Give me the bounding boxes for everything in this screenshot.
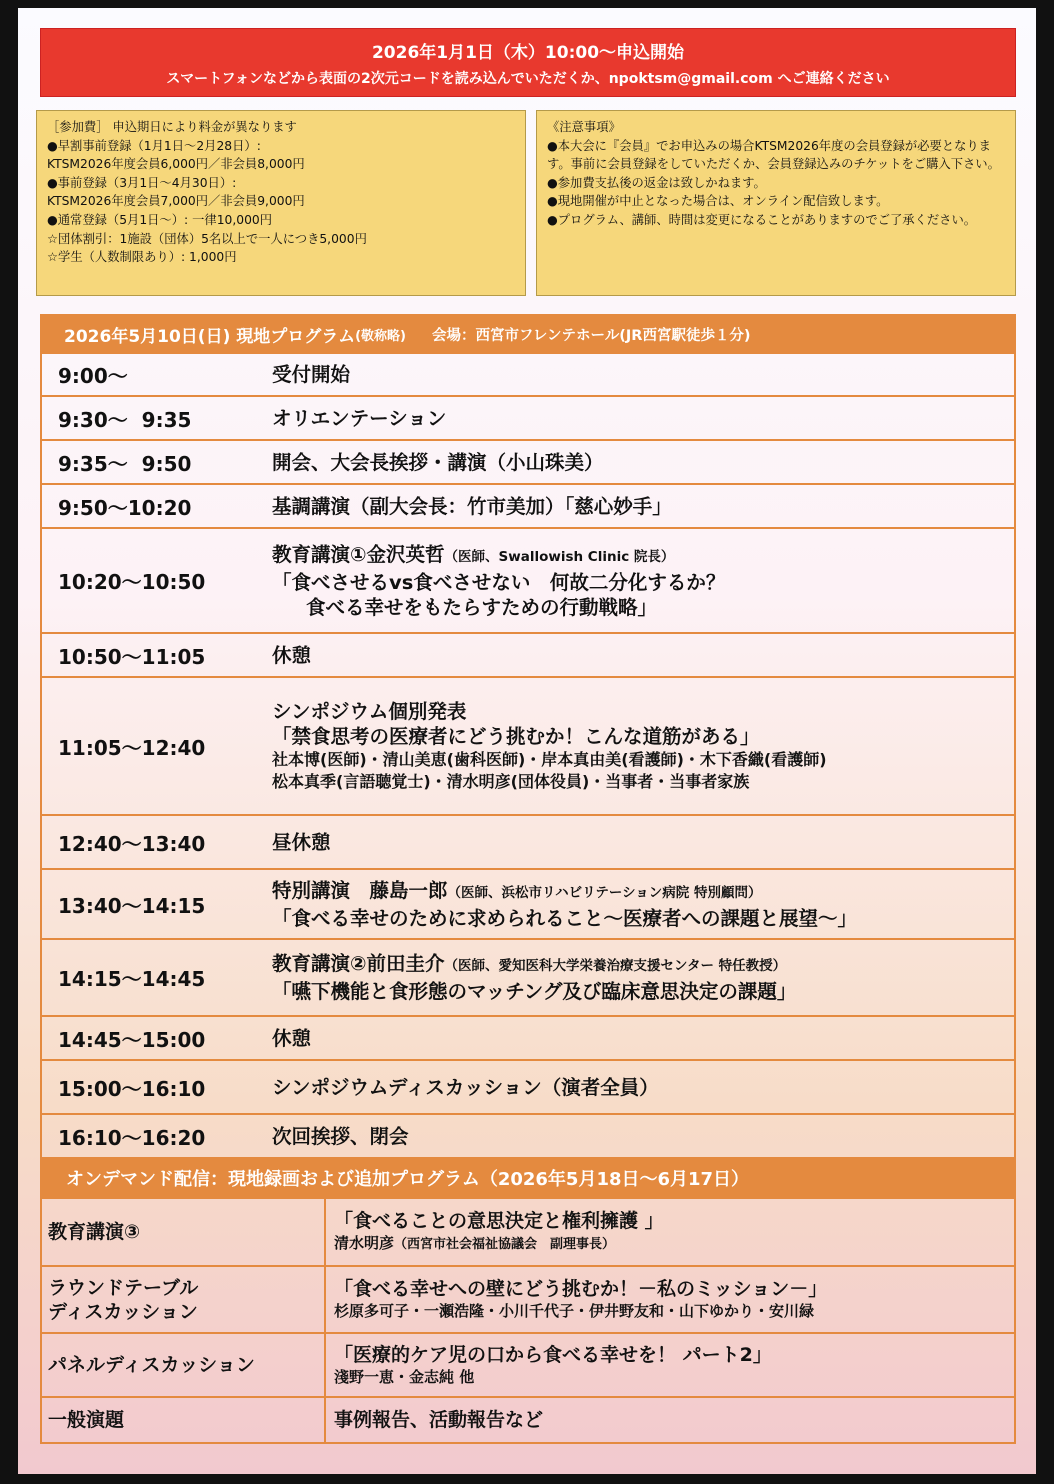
row-title: シンポジウムディスカッション（演者全員） [272,1075,659,1099]
fee-line: ☆学生（人数制限あり）: 1,000円 [47,250,237,265]
row-time: 10:50～11:05 [58,644,206,669]
program-row [42,634,1014,678]
registration-banner [40,28,1016,97]
fee-line: ［参加費］ 申込期日により料金が異なります [47,120,297,134]
notes-box [536,110,1016,296]
program-row [42,1017,1014,1061]
registration-instruction: スマートフォンなどから表面の2次元コードを読み込んでいただくか、npoktsm@gmail.com へご連絡ください [166,71,890,87]
lecture-title: 「嚥下機能と食形態のマッチング及び臨床意思決定の課題」 [272,980,797,1003]
program-row [42,816,1014,870]
ondemand-header: オンデマンド配信：現地録画および追加プログラム（2026年5月18日～6月17日） [40,1157,1016,1199]
symposium-title: 「禁食思考の医療者にどう挑むか！こんな道筋がある」 [272,725,760,748]
fee-line: ●早割事前登録（1月1日～2月28日）: [47,138,261,153]
ondemand-title: 「食べる幸せへの壁にどう挑むか！－私のミッション－」 [334,1278,828,1300]
ondemand-speaker: 杉原多可子・一瀬浩隆・小川千代子・伊井野友和・山下ゆかり・安川緑 [334,1302,815,1320]
program-row [42,397,1014,441]
program-row [42,940,1014,1017]
note-line: ●本大会に『会員』でお申込みの場合KTSM2026年度の会員登録が必要となります。事前に会員登録をしていただくか、会員登録込みのチケットをご購入下さい。 [547,138,1000,172]
row-time: 14:45～15:00 [58,1027,206,1052]
honorifics-note: (敬称略) [355,328,406,344]
ondemand-category-cont: ディスカッション [48,1300,198,1323]
note-line: ●現地開催が中止となった場合は、オンライン配信致します。 [547,194,889,209]
row-time: 9:50～10:20 [58,495,192,520]
lecture-title: 「食べさせるvs食べさせない 何故二分化するか？ [272,570,726,594]
row-time: 14:15～14:45 [58,967,206,991]
ondemand-speaker: 淺野一恵・金志純 他 [334,1367,475,1386]
row-time: 9:30～ 9:35 [58,407,192,432]
fee-line: ☆団体割引：1施設（団体）5名以上で一人につき5,000円 [47,231,367,246]
fee-line: KTSM2026年度会員6,000円／非会員8,000円 [47,157,305,172]
fee-line: ●通常登録（5月1日～）: 一律10,000円 [47,212,273,227]
ondemand-row [42,1398,1014,1442]
lecture-title-cont: 食べる幸せをもたらすための行動戦略」 [306,595,658,619]
program-row [42,678,1014,816]
program-row [42,354,1014,397]
program-row [42,485,1014,529]
row-time: 10:20～10:50 [58,570,206,594]
row-time: 9:35～ 9:50 [58,451,192,476]
speaker-affiliation: （西宮市社会福祉協議会 副理事長） [394,1237,616,1252]
program-row [42,870,1014,940]
row-title: 教育講演①金沢英哲 [272,542,445,566]
row-time: 16:10～16:20 [58,1125,206,1150]
row-title: 受付開始 [272,363,351,386]
registration-start: 2026年1月1日（木）10:00～申込開始 [371,43,685,63]
fee-box [36,110,526,296]
row-time: 15:00～16:10 [58,1076,206,1101]
ondemand-title: 「医療的ケア児の口から食べる幸せを！ パート2」 [334,1343,772,1366]
speaker-affiliation: （医師、愛知医科大学栄養治療支援センター 特任教授） [444,958,787,974]
program-row [42,529,1014,634]
row-title: 次回挨拶、閉会 [272,1124,409,1148]
speaker-list: 松本真季(言語聴覚士)・清水明彦(団体役員)・当事者・当事者家族 [272,772,750,791]
row-title: シンポジウム個別発表 [272,700,467,723]
program-row [42,1115,1014,1157]
speaker-affiliation: （医師、浜松市リハビリテーション病院 特別顧問） [447,884,762,901]
note-line: 《注意事項》 [547,120,621,134]
fee-line: KTSM2026年度会員7,000円／非会員9,000円 [47,194,305,209]
onsite-program-header [40,314,1016,354]
row-time: 11:05～12:40 [58,735,206,760]
row-title: 休憩 [272,1026,312,1050]
row-title: 基調講演（副大会長：竹市美加）「慈心妙手」 [272,494,672,518]
row-title: 休憩 [272,643,312,667]
onsite-program-table [40,354,1016,1157]
row-time: 12:40～13:40 [58,831,206,856]
ondemand-category: 教育講演③ [42,1199,326,1265]
venue-info: 会場：西宮市フレンテホール(JR西宮駅徒歩１分) [431,327,751,344]
ondemand-category: ラウンドテーブル [48,1276,199,1299]
note-line: ●参加費支払後の返金は致しかねます。 [547,175,766,190]
flyer-page [18,8,1036,1474]
ondemand-row [42,1334,1014,1398]
ondemand-category: パネルディスカッション [42,1334,326,1396]
row-title: 特別講演 藤島一郎 [272,878,448,902]
fee-line: ●事前登録（3月1日～4月30日）: [47,175,237,190]
row-time: 9:00～ [58,364,128,388]
speaker-list: 社本博(医師)・清山美恵(歯科医師)・岸本真由美(看護師)・木下香織(看護師) [272,750,827,769]
ondemand-title: 事例報告、活動報告など [334,1409,544,1431]
ondemand-table [40,1199,1016,1444]
speaker-affiliation: （医師、Swallowish Clinic 院長） [444,548,675,565]
ondemand-speaker: 清水明彦 [334,1234,395,1252]
row-title: 開会、大会長挨拶・講演（小山珠美） [272,450,604,474]
ondemand-row [42,1199,1014,1267]
ondemand-row [42,1267,1014,1334]
program-row [42,1061,1014,1115]
lecture-title: 「食べる幸せのために求められること～医療者への課題と展望～」 [272,906,858,930]
ondemand-title: 「食べることの意思決定と権利擁護 」 [334,1210,664,1232]
row-time: 13:40～14:15 [58,893,206,918]
onsite-date-title: 2026年5月10日(日) 現地プログラム [64,326,356,347]
ondemand-category: 一般演題 [42,1398,326,1442]
program-row [42,441,1014,485]
row-title: 教育講演②前田圭介 [272,952,445,975]
row-title: オリエンテーション [272,406,447,430]
row-title: 昼休憩 [272,830,331,854]
note-line: ●プログラム、講師、時間は変更になることがありますのでご了承ください。 [547,212,977,227]
